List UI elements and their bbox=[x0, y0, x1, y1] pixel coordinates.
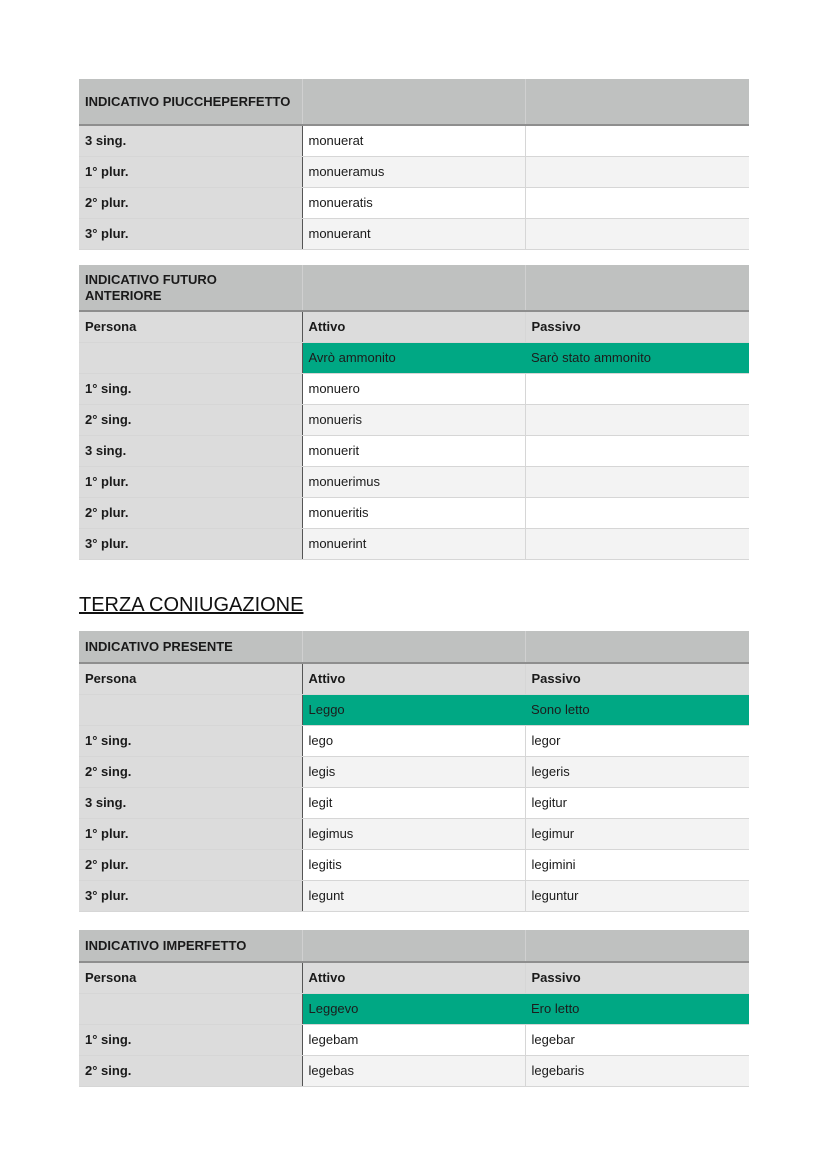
gloss-row bbox=[79, 342, 749, 373]
table-title-row bbox=[79, 265, 749, 311]
gloss-empty bbox=[79, 993, 302, 1024]
attivo-cell: legimus bbox=[302, 818, 525, 849]
table-row bbox=[79, 880, 749, 911]
header-passivo: Passivo bbox=[525, 663, 749, 694]
table-title-row bbox=[79, 930, 749, 962]
header-passivo: Passivo bbox=[525, 311, 749, 342]
table-row bbox=[79, 373, 749, 404]
passivo-cell bbox=[525, 528, 749, 559]
persona-cell: 3 sing. bbox=[79, 435, 302, 466]
attivo-cell: legebas bbox=[302, 1055, 525, 1086]
table-presente bbox=[79, 631, 749, 912]
passivo-cell bbox=[525, 187, 749, 218]
table-row bbox=[79, 497, 749, 528]
table-row bbox=[79, 849, 749, 880]
passivo-cell bbox=[525, 218, 749, 249]
persona-cell: 2° plur. bbox=[79, 497, 302, 528]
attivo-cell: monueramus bbox=[302, 156, 525, 187]
gloss-attivo: Avrò ammonito bbox=[302, 342, 525, 373]
passivo-cell: legimur bbox=[525, 818, 749, 849]
passivo-cell: legeris bbox=[525, 756, 749, 787]
table-row bbox=[79, 125, 749, 156]
passivo-cell bbox=[525, 373, 749, 404]
attivo-cell: monuerint bbox=[302, 528, 525, 559]
table-header-row bbox=[79, 962, 749, 993]
gloss-empty bbox=[79, 342, 302, 373]
gloss-row bbox=[79, 694, 749, 725]
attivo-cell: lego bbox=[302, 725, 525, 756]
table-futuro-anteriore bbox=[79, 265, 749, 560]
table-header-row bbox=[79, 663, 749, 694]
passivo-cell: legebaris bbox=[525, 1055, 749, 1086]
header-persona: Persona bbox=[79, 311, 302, 342]
header-persona: Persona bbox=[79, 663, 302, 694]
attivo-cell: legebam bbox=[302, 1024, 525, 1055]
table-row bbox=[79, 725, 749, 756]
table-piuccheperfetto bbox=[79, 79, 749, 250]
gloss-empty bbox=[79, 694, 302, 725]
table-row bbox=[79, 528, 749, 559]
gloss-attivo: Leggo bbox=[302, 694, 525, 725]
table-row bbox=[79, 435, 749, 466]
passivo-cell bbox=[525, 497, 749, 528]
attivo-cell: monuerit bbox=[302, 435, 525, 466]
table-row bbox=[79, 1024, 749, 1055]
persona-cell: 1° plur. bbox=[79, 818, 302, 849]
table-row bbox=[79, 404, 749, 435]
table-row bbox=[79, 1055, 749, 1086]
passivo-cell bbox=[525, 404, 749, 435]
attivo-cell: legit bbox=[302, 787, 525, 818]
persona-cell: 1° plur. bbox=[79, 156, 302, 187]
passivo-cell bbox=[525, 466, 749, 497]
passivo-cell: legebar bbox=[525, 1024, 749, 1055]
attivo-cell: monueratis bbox=[302, 187, 525, 218]
gloss-attivo: Leggevo bbox=[302, 993, 525, 1024]
passivo-cell bbox=[525, 156, 749, 187]
header-attivo: Attivo bbox=[302, 962, 525, 993]
persona-cell: 2° plur. bbox=[79, 849, 302, 880]
table-header-row bbox=[79, 311, 749, 342]
table-title: INDICATIVO FUTURO ANTERIORE bbox=[79, 265, 302, 311]
gloss-row bbox=[79, 993, 749, 1024]
table-row bbox=[79, 466, 749, 497]
attivo-cell: legitis bbox=[302, 849, 525, 880]
persona-cell: 3 sing. bbox=[79, 787, 302, 818]
gloss-passivo: Sarò stato ammonito bbox=[525, 342, 749, 373]
gloss-passivo: Ero letto bbox=[525, 993, 749, 1024]
persona-cell: 1° plur. bbox=[79, 466, 302, 497]
passivo-cell: legitur bbox=[525, 787, 749, 818]
persona-cell: 1° sing. bbox=[79, 725, 302, 756]
persona-cell: 3 sing. bbox=[79, 125, 302, 156]
passivo-cell: leguntur bbox=[525, 880, 749, 911]
table-title: INDICATIVO PRESENTE bbox=[79, 631, 302, 663]
header-passivo: Passivo bbox=[525, 962, 749, 993]
table-row bbox=[79, 187, 749, 218]
table-title: INDICATIVO IMPERFETTO bbox=[79, 930, 302, 962]
attivo-cell: monuerant bbox=[302, 218, 525, 249]
attivo-cell: monueris bbox=[302, 404, 525, 435]
persona-cell: 3° plur. bbox=[79, 880, 302, 911]
table-row bbox=[79, 218, 749, 249]
table-row bbox=[79, 156, 749, 187]
table-title-row bbox=[79, 631, 749, 663]
passivo-cell bbox=[525, 125, 749, 156]
attivo-cell: monuerimus bbox=[302, 466, 525, 497]
passivo-cell: legimini bbox=[525, 849, 749, 880]
persona-cell: 1° sing. bbox=[79, 373, 302, 404]
attivo-cell: monuerat bbox=[302, 125, 525, 156]
persona-cell: 2° plur. bbox=[79, 187, 302, 218]
table-title: INDICATIVO PIUCCHEPERFETTO bbox=[79, 79, 302, 125]
passivo-cell bbox=[525, 435, 749, 466]
table-row bbox=[79, 756, 749, 787]
table-row bbox=[79, 787, 749, 818]
table-title-row bbox=[79, 79, 749, 125]
gloss-passivo: Sono letto bbox=[525, 694, 749, 725]
header-attivo: Attivo bbox=[302, 311, 525, 342]
table-imperfetto bbox=[79, 930, 749, 1087]
persona-cell: 1° sing. bbox=[79, 1024, 302, 1055]
attivo-cell: monueritis bbox=[302, 497, 525, 528]
attivo-cell: monuero bbox=[302, 373, 525, 404]
persona-cell: 3° plur. bbox=[79, 528, 302, 559]
persona-cell: 2° sing. bbox=[79, 756, 302, 787]
header-attivo: Attivo bbox=[302, 663, 525, 694]
persona-cell: 3° plur. bbox=[79, 218, 302, 249]
passivo-cell: legor bbox=[525, 725, 749, 756]
attivo-cell: legunt bbox=[302, 880, 525, 911]
persona-cell: 2° sing. bbox=[79, 404, 302, 435]
table-row bbox=[79, 818, 749, 849]
header-persona: Persona bbox=[79, 962, 302, 993]
attivo-cell: legis bbox=[302, 756, 525, 787]
section-title: TERZA CONIUGAZIONE bbox=[79, 594, 304, 616]
persona-cell: 2° sing. bbox=[79, 1055, 302, 1086]
